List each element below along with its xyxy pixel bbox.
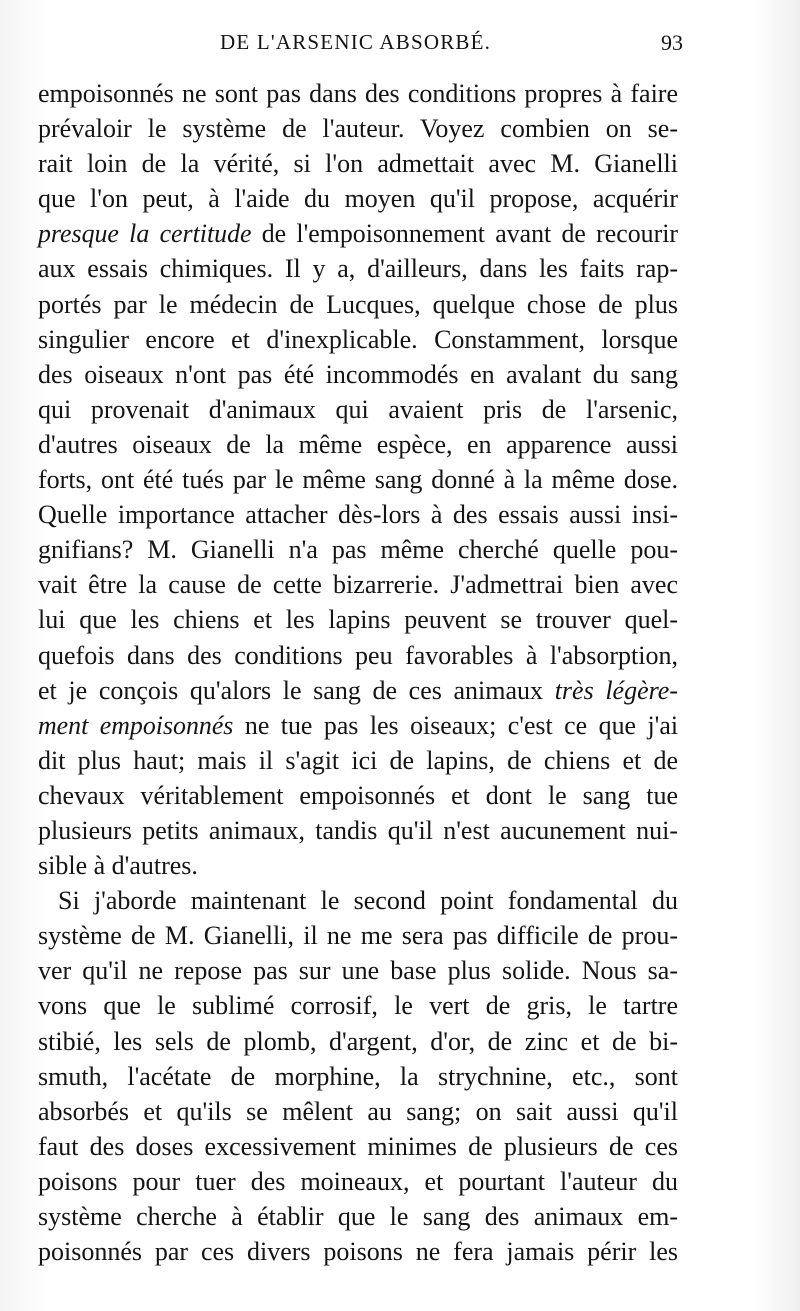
- text-line: portés par le médecin de Lucques, quelque chose de plus: [38, 289, 678, 319]
- text-line: forts, ont été tués par le même sang donné à la même dose.: [38, 465, 678, 495]
- italic-phrase: ment empoisonnés: [38, 710, 234, 740]
- text-line: quefois dans des conditions peu favorables à l'absorption,: [38, 640, 678, 670]
- text-line: prévaloir le système de l'auteur. Voyez combien on se-: [38, 114, 678, 144]
- text-line: lui que les chiens et les lapins peuvent se trouver quel-: [38, 605, 678, 635]
- text-line: plusieurs petits animaux, tandis qu'il n'est aucunement nui-: [38, 815, 678, 845]
- text-line: Quelle importance attacher dès-lors à des essais aussi insi-: [38, 500, 678, 530]
- text-line: et je conçois qu'alors le sang de ces animaux très légère-: [38, 675, 678, 705]
- text-line: d'autres oiseaux de la même espèce, en apparence aussi: [38, 429, 678, 459]
- italic-phrase: presque la certitude: [38, 219, 252, 249]
- text-line: stibié, les sels de plomb, d'argent, d'or, de zinc et de bi-: [38, 1026, 678, 1056]
- text-line: aux essais chimiques. Il y a, d'ailleurs, dans les faits rap-: [38, 254, 678, 284]
- italic-phrase: très légère-: [554, 675, 678, 705]
- body-text: [38, 76, 678, 1269]
- paragraph-start-line: Si j'aborde maintenant le second point fondamental du: [58, 886, 678, 916]
- text-line: rait loin de la vérité, si l'on admettait avec M. Gianelli: [38, 149, 678, 179]
- running-title: DE L'ARSENIC ABSORBÉ.: [220, 30, 492, 54]
- text-line: smuth, l'acétate de morphine, la strychnine, etc., sont: [38, 1061, 678, 1091]
- running-head: [38, 30, 683, 60]
- text-line: absorbés et qu'ils se mêlent au sang; on sait aussi qu'il: [38, 1096, 678, 1126]
- text-line: ment empoisonnés ne tue pas les oiseaux; c'est ce que j'ai: [38, 710, 678, 740]
- text-line: empoisonnés ne sont pas dans des conditions propres à faire: [38, 79, 678, 108]
- text-line: système de M. Gianelli, il ne me sera pas difficile de prou-: [38, 921, 678, 951]
- text-line: singulier encore et d'inexplicable. Constamment, lorsque: [38, 324, 678, 354]
- text-line: des oiseaux n'ont pas été incommodés en avalant du sang: [38, 359, 678, 389]
- text-line: faut des doses excessivement minimes de plusieurs de ces: [38, 1131, 678, 1161]
- text-line: gnifians? M. Gianelli n'a pas même cherché quelle pou-: [38, 535, 678, 565]
- text-line: vait être la cause de cette bizarrerie. J'admettrai bien avec: [38, 570, 678, 600]
- text-line: que l'on peut, à l'aide du moyen qu'il propose, acquérir: [38, 184, 678, 214]
- text-line: chevaux véritablement empoisonnés et dont le sang tue: [38, 780, 678, 810]
- text-line: système cherche à établir que le sang des animaux em-: [38, 1202, 678, 1231]
- text-line: poisonnés par ces divers poisons ne fera jamais périr les: [38, 1237, 678, 1267]
- text-line: sible à d'autres.: [38, 851, 198, 881]
- text-line: ver qu'il ne repose pas sur une base plus solide. Nous sa-: [38, 956, 678, 986]
- text-line: qui provenait d'animaux qui avaient pris de l'arsenic,: [38, 394, 678, 424]
- text-line: presque la certitude de l'empoisonnement avant de recourir: [38, 219, 678, 249]
- text-line: dit plus haut; mais il s'agit ici de lapins, de chiens et de: [38, 745, 678, 775]
- text-line: poisons pour tuer des moineaux, et pourtant l'auteur du: [38, 1166, 678, 1196]
- page-number: 93: [661, 30, 683, 55]
- text-line: vons que le sublimé corrosif, le vert de gris, le tartre: [38, 991, 678, 1021]
